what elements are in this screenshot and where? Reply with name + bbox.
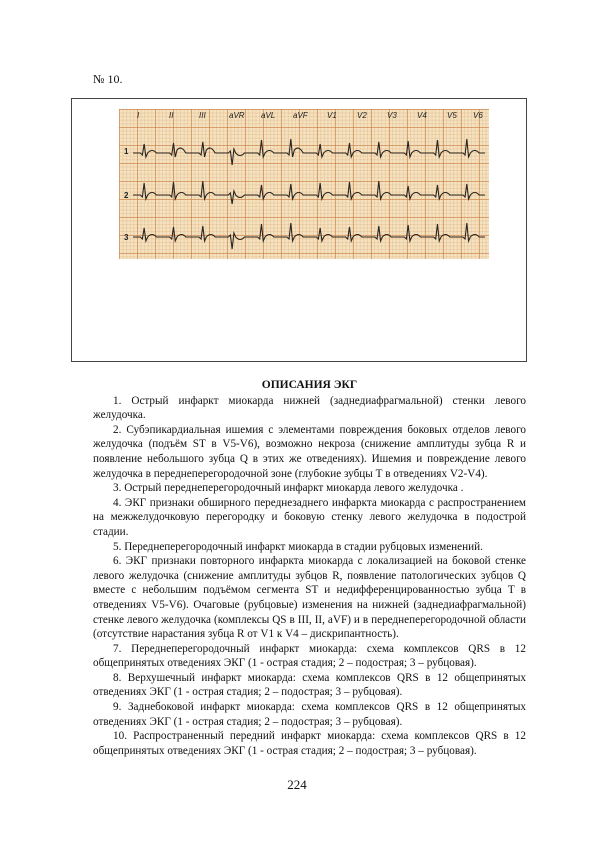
- ecg-traces: [119, 109, 489, 259]
- row-label: 2: [124, 191, 129, 200]
- description-item: 6. ЭКГ признаки повторного инфаркта миокарда с локализацией на боковой стенке левого желудочка (снижение амплитуды зубцов R, появление патологических зубцов Q вместе с небольшим подъёмом сегмента ST и недифференцированностью зубца T в отведениях V5-V6). Очаговые (рубцовые) изменения на нижней (заднедиафрагмальной) стенке левого желудочка (комплексы QS в III, II, aVF) и в переднеперегородочной области (отсутствие нарастания зубца R от V1 к V4 – дискрипантность).: [93, 555, 526, 641]
- description-item: 1. Острый инфаркт миокарда нижней (заднедиафрагмальной) стенки левого желудочка.: [93, 394, 526, 422]
- lead-label: V5: [447, 111, 457, 120]
- lead-label: I: [137, 111, 140, 120]
- description-item: 8. Верхушечный инфаркт миокарда: схема комплексов QRS в 12 общепринятых отведениях ЭКГ (1 - острая стадия; 2 – подострая; 3 – рубцовая).: [93, 671, 526, 699]
- description-item: 7. Переднеперегородочный инфаркт миокарда: схема комплексов QRS в 12 общепринятых отведениях ЭКГ (1 - острая стадия; 2 – подострая; 3 – рубцовая).: [93, 642, 526, 670]
- lead-label: V3: [387, 111, 397, 120]
- page-number: 224: [287, 777, 307, 792]
- ecg-trace-row: [133, 223, 485, 249]
- ecg-descriptions: [93, 378, 526, 758]
- lead-label: V2: [357, 111, 367, 120]
- ecg-trace-row: [133, 181, 485, 204]
- description-item: 3. Острый переднеперегородочный инфаркт миокарда левого желудочка .: [113, 482, 464, 495]
- description-item: 9. Заднебоковой инфаркт миокарда: схема комплексов QRS в 12 общепринятых отведениях ЭКГ (1 - острая стадия; 2 – подострая; 3 – рубцовая).: [93, 701, 526, 728]
- row-label: 1: [124, 147, 129, 156]
- problem-number: № 10.: [93, 72, 123, 86]
- lead-label: aVL: [261, 111, 276, 120]
- ecg-trace-row: [133, 139, 485, 165]
- lead-label: III: [199, 111, 206, 120]
- lead-label: aVF: [293, 111, 308, 120]
- ecg-figure-frame: [71, 98, 527, 362]
- lead-label: V6: [473, 111, 483, 120]
- row-label: 3: [124, 233, 129, 242]
- lead-label: aVR: [229, 111, 245, 120]
- section-title: ОПИСАНИЯ ЭКГ: [261, 379, 358, 391]
- lead-label: V4: [417, 111, 427, 120]
- description-item: 2. Субэпикардиальная ишемия с элементами повреждения боковых отделов левого желудочка (подъём ST в V5-V6), возможно некроза (снижение амплитуды зубца R и появление небольшого зубца Q в этих же отведениях). Ишемия и повреждение левого желудочка в переднеперегородочной зоне (глубокие зубцы Т в отведениях V2-V4).: [93, 423, 526, 480]
- lead-label: V1: [327, 111, 337, 120]
- description-item: 5. Переднеперегородочный инфаркт миокарда в стадии рубцовых изменений.: [113, 540, 483, 553]
- ecg-strip-image: [119, 109, 489, 259]
- lead-label: II: [169, 111, 174, 120]
- description-item: 10. Распространенный передний инфаркт миокарда: схема комплексов QRS в 12 общепринятых отведениях ЭКГ (1 - острая стадия; 2 – подострая; 3 – рубцовая).: [93, 730, 526, 757]
- description-item: 4. ЭКГ признаки обширного переднезаднего инфаркта миокарда с распространением на межжелудочковую перегородку и боковую стенку левого желудочка в подострой стадии.: [93, 496, 526, 538]
